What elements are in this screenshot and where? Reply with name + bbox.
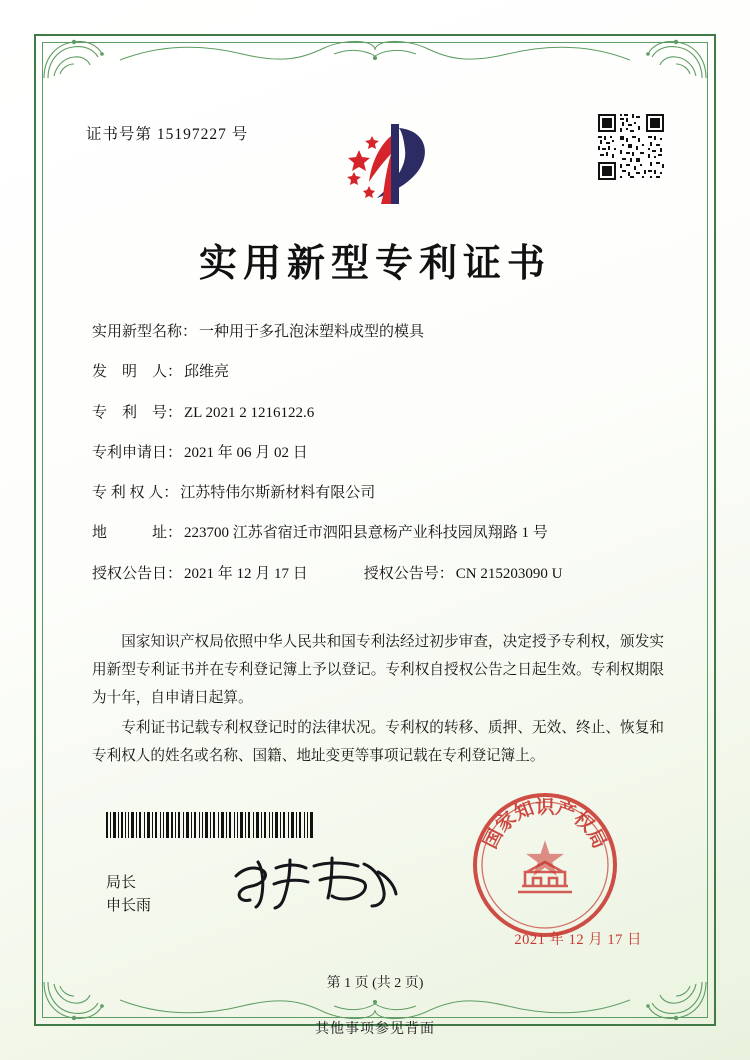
page-title: 实用新型专利证书 [198, 243, 551, 285]
corner-ornament-icon [40, 36, 106, 82]
field-label: 专 利 权 人： [92, 485, 179, 501]
seal-date: 2021 年 12 月 17 日 [514, 932, 642, 948]
paragraph: 国家知识产权局依照中华人民共和国专利法经过初步审查，决定授予专利权，颁发实用新型专利证书并在专利登记簿上予以登记。专利权自授权公告之日起生效。专利权期限为十年，自申请日起算。 [92, 634, 664, 707]
field-label: 专利申请日： [92, 444, 183, 461]
qr-code-icon [598, 114, 664, 180]
field-label: 授权公告号： [363, 565, 454, 582]
cnipa-logo-icon [325, 120, 435, 212]
field-value: CN 215203090 U [455, 565, 563, 582]
field-value: 2021 年 12 月 17 日 [184, 565, 308, 582]
field-row [92, 483, 672, 505]
field-list [92, 322, 672, 604]
field-row [92, 322, 672, 344]
field-label: 授权公告日： [92, 565, 183, 582]
border-flourish-top-icon [120, 38, 630, 68]
body-text [92, 628, 664, 772]
official-seal-icon [470, 790, 620, 940]
director-title: 局长 [106, 875, 137, 891]
signature-label-block [106, 872, 151, 919]
field-row [92, 362, 672, 384]
paragraph: 专利证书记载专利权登记时的法律状况。专利权的转移、质押、无效、终止、恢复和专利权人的姓名或名称、国籍、地址变更等事项记载在专利登记簿上。 [92, 720, 664, 765]
page-number: 第 1 页 (共 2 页) [326, 976, 424, 991]
field-value: 江苏特伟尔斯新材料有限公司 [180, 485, 376, 501]
field-label: 发 明 人： [92, 364, 183, 381]
field-label: 专 利 号： [92, 404, 183, 421]
field-row [92, 443, 672, 465]
field-label: 实用新型名称： [92, 324, 198, 340]
barcode-icon [106, 812, 314, 838]
svg-text:国家知识产权局: 国家知识产权局 [480, 797, 610, 853]
field-row [92, 523, 672, 545]
director-name: 申长雨 [106, 898, 152, 915]
field-label: 地 址： [92, 525, 183, 542]
field-value: 223700 江苏省宿迁市泗阳县意杨产业科技园凤翔路 1 号 [184, 525, 548, 542]
footer-note: 其他事项参见背面 [315, 1022, 435, 1037]
field-value: 一种用于多孔泡沫塑料成型的模具 [199, 324, 425, 340]
field-value: 邱维亮 [184, 364, 230, 381]
field-row [92, 403, 672, 425]
field-value: ZL 2021 2 1216122.6 [184, 404, 315, 421]
corner-ornament-icon [644, 36, 710, 82]
certificate-number: 证书号第 15197227 号 [86, 126, 249, 143]
field-row-grant [92, 564, 672, 586]
handwritten-signature-icon [228, 846, 408, 916]
field-value: 2021 年 06 月 02 日 [184, 444, 308, 461]
